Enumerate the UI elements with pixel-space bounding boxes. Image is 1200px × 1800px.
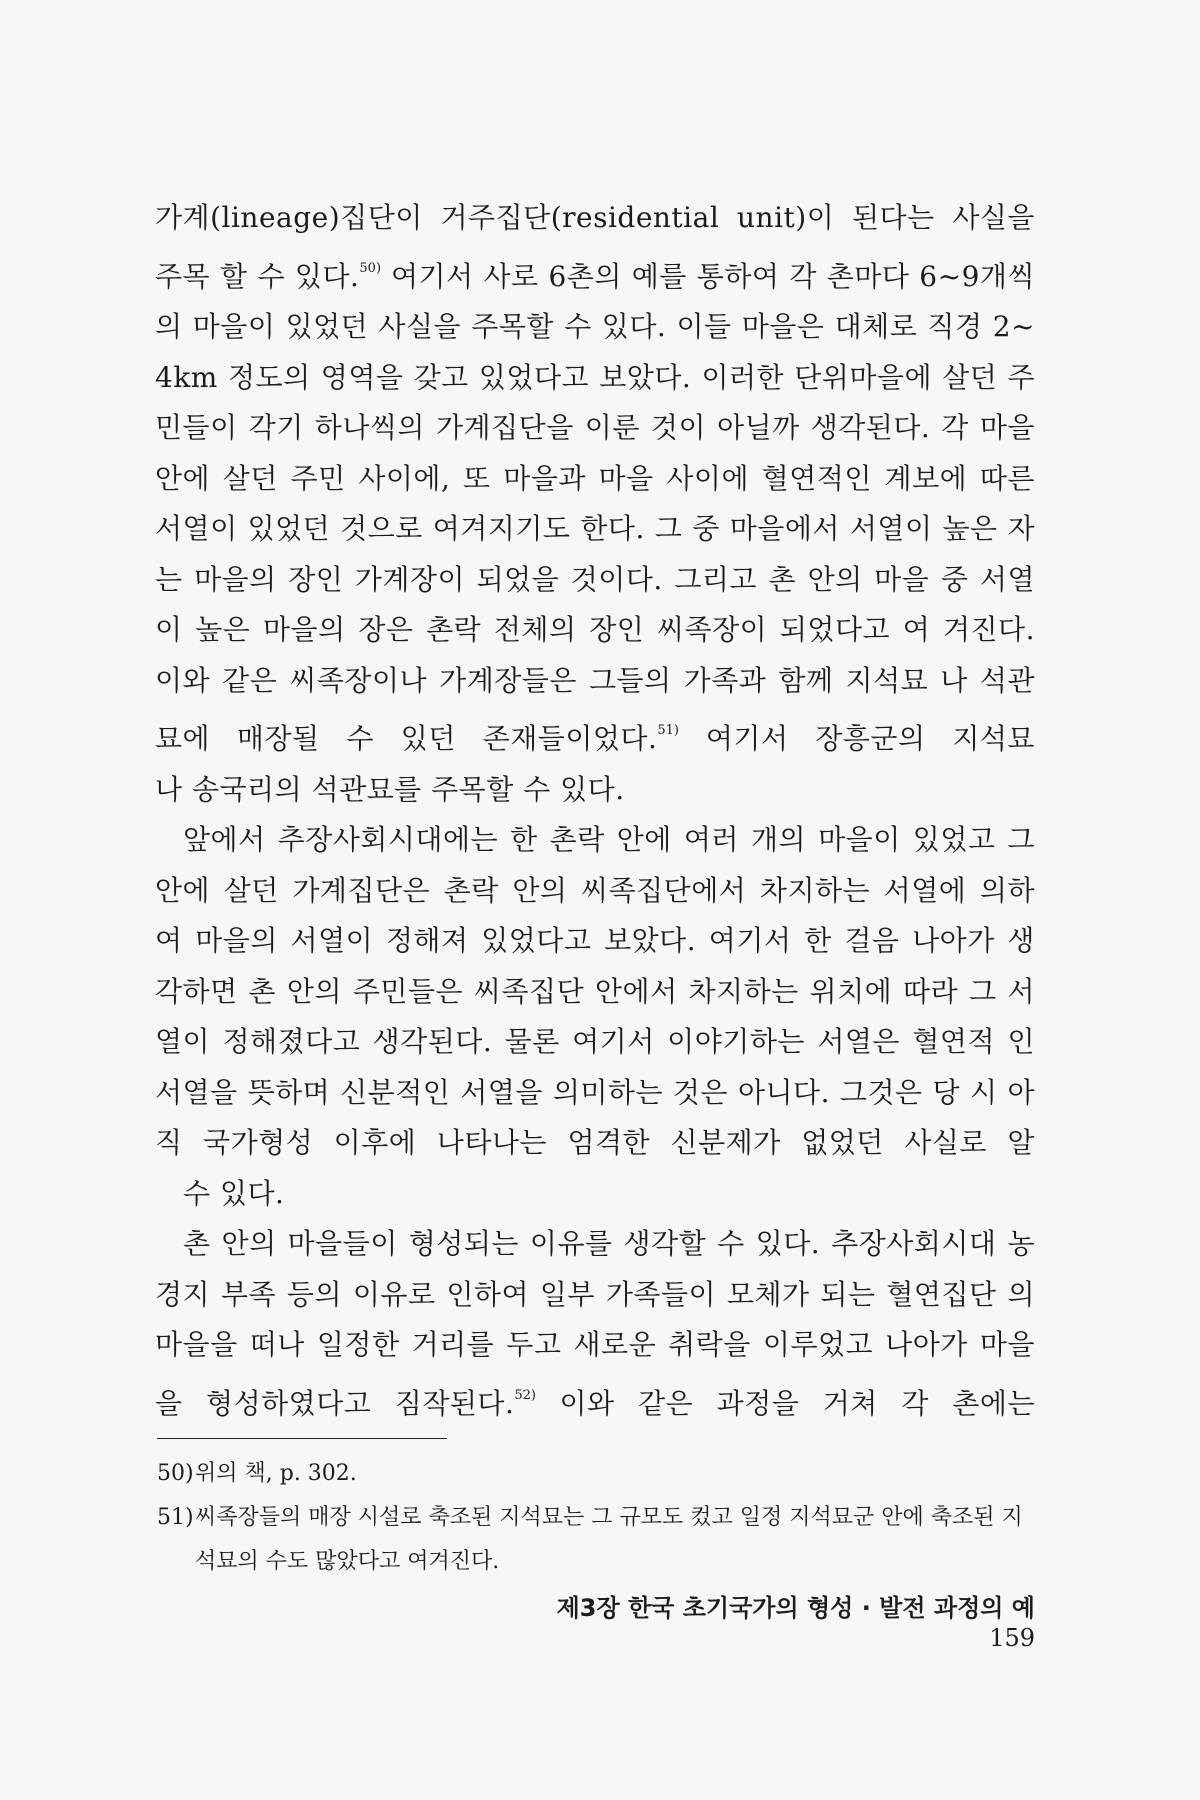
- text-line: 의 마을을 떠나 일정한 거리를 두고 새로운 취락을 이루었고 나아가: [155, 1277, 1036, 1361]
- text-line: 겨진다. 이와 같은 씨족장이나 가계장들은 그들의 가족과 함께 지석묘: [155, 613, 1035, 697]
- text-line: 마을 안에 살던 주민 사이에, 또 마을과 마을 사이에 혈연적인 계보에: [155, 411, 1035, 495]
- page-number: 159: [989, 1624, 1035, 1652]
- footnote-ref-52: 52): [514, 1387, 537, 1403]
- text-line: 농경지 부족 등의 이유로 인하여 일부 가족들이 모체가 되는 혈연집단: [155, 1227, 1035, 1311]
- text-line: 4km 정도의 영역을 갖고 있었다고 보았다. 이러한 단위마을에 살던: [155, 360, 998, 394]
- text-line: 시 아직 국가형성 이후에 나타나는 엄격한 신분제가 없었던 사실로 알: [155, 1075, 1036, 1159]
- text-line: 주민들이 각기 하나씩의 가계집단을 이룬 것이 아닐까 생각된다. 각: [155, 360, 1035, 444]
- text-line: 안에 살던 가계집단은 촌락 안의 씨족집단에서 차지하는 서열에 의하: [155, 873, 1035, 907]
- text-line: 높은 자는 마을의 장인 가계장이 되었을 것이다. 그리고 촌 안의 마을: [155, 512, 1036, 596]
- footnote-number: 51): [157, 1505, 194, 1530]
- text-line: 나 송국리의 석관묘를 주목할 수 있다.: [155, 772, 625, 806]
- text-line: 마을을 형성하였다고 짐작된다.: [155, 1328, 1035, 1420]
- text-line: 여 마을의 서열이 정해져 있었다고 보았다. 여기서 한 걸음 나아가 생: [155, 924, 1035, 957]
- paragraph-2: [155, 815, 1035, 1219]
- text-line: 중 서열이 높은 마을의 장은 촌락 전체의 장인 씨족장이 되었다고 여: [155, 562, 1035, 646]
- footnote-text: 씨족장들의 매장 시설로 축조된 지석묘는 그 규모도 컸고 일정 지석묘군 안에 축조된 지석묘의 수도 많았다고 여겨진다.: [195, 1505, 1023, 1574]
- text-line: 이와 같은 과정을 거쳐 각 촌에는: [559, 1386, 1035, 1420]
- paragraph-3: [155, 1219, 1035, 1429]
- text-line: 나 석관묘에 매장될 수 있던 존재들이었다.: [155, 663, 1035, 755]
- running-footer: [490, 1593, 1035, 1653]
- chapter-title: 제3장 한국 초기국가의 형성 · 발전 과정의 예: [556, 1594, 1035, 1622]
- text-line: 촌 안의 마을들이 형성되는 이유를 생각할 수 있다. 추장사회시대: [183, 1227, 997, 1260]
- text-line: 인 서열을 뜻하며 신분적인 서열을 의미하는 것은 아니다. 그것은 당: [155, 1025, 1035, 1109]
- footnote-50: [157, 1452, 1035, 1496]
- body-text: [155, 193, 1035, 1429]
- text-line: 여기서 사로 6촌의 예를 통하여 각 촌마다 6~9개씩의: [155, 259, 1035, 343]
- text-line: 서열이 정해졌다고 생각된다. 물론 여기서 이야기하는 서열은 혈연적: [155, 974, 1036, 1058]
- footnote-ref-50: 50): [359, 260, 382, 276]
- footnote-divider: [157, 1438, 447, 1439]
- text-line: 각하면 촌 안의 주민들은 씨족집단 안에서 차지하는 위치에 따라 그: [155, 974, 997, 1008]
- footnote-ref-51: 51): [657, 723, 680, 738]
- footnote-text: 위의 책, p. 302.: [195, 1461, 357, 1486]
- text-line: 마을이 있었던 사실을 주목할 수 있다. 이들 마을은 대체로 직경 2~: [192, 310, 1035, 343]
- text-line: 여기서 장흥군의 지석묘: [705, 722, 1035, 755]
- text-line: 따른 서열이 있었던 것으로 여겨지기도 한다. 그 중 마을에서 서열이: [155, 461, 1035, 545]
- text-line: 할 수 있다.: [220, 259, 360, 293]
- text-line: 가계(lineage)집단이 거주집단(residential unit)이 된다는 사실을 주목: [155, 201, 1035, 293]
- footnote-51: [157, 1496, 1035, 1584]
- text-line: 앞에서 추장사회시대에는 한 촌락 안에 여러 개의 마을이 있었고 그: [183, 823, 1035, 856]
- footnote-number: 50): [157, 1461, 194, 1486]
- paragraph-1: [155, 193, 1035, 815]
- text-line: 수 있다.: [183, 1176, 285, 1210]
- footnotes: [157, 1452, 1035, 1584]
